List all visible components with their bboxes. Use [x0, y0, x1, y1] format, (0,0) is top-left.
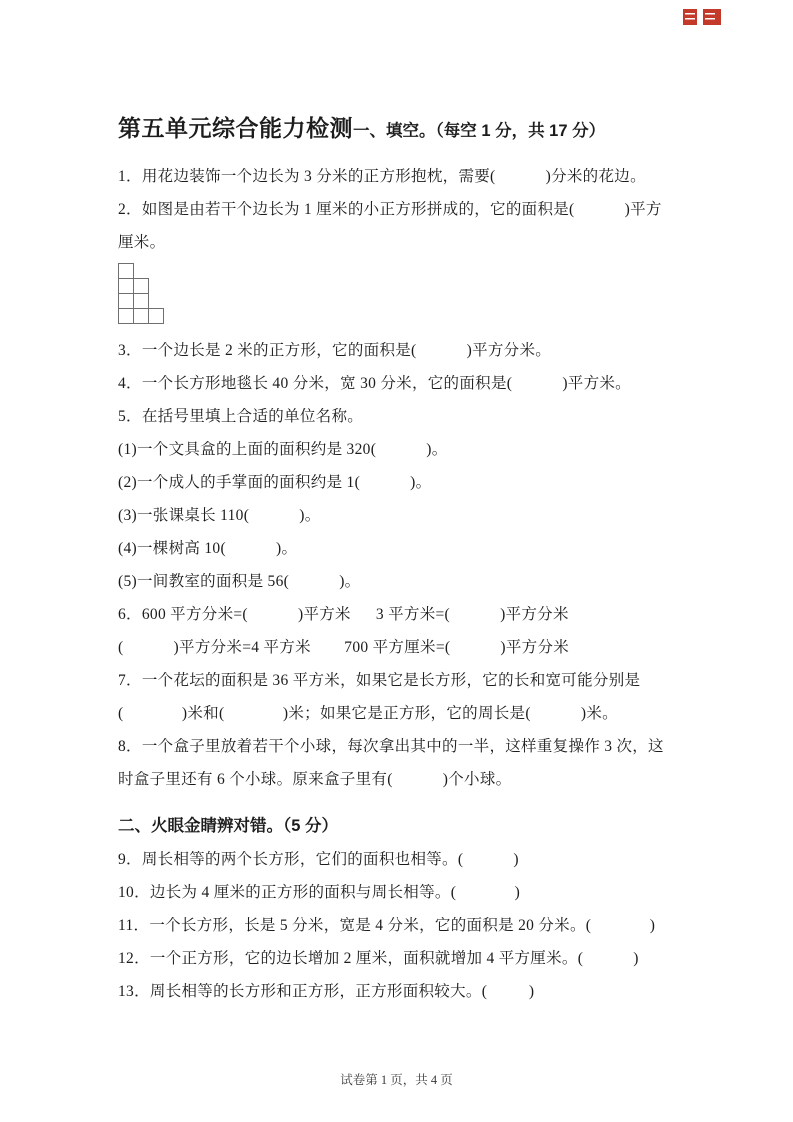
- question-6-line-1: 6．600 平方分米=( )平方米 3 平方米=( )平方分米: [118, 606, 569, 623]
- red-stamp-icon-1: [683, 9, 697, 25]
- grid-cell: [118, 263, 134, 279]
- grid-cell: [133, 293, 149, 309]
- red-stamp-icon-2: [703, 9, 721, 25]
- question-10: 10．边长为 4 厘米的正方形的面积与周长相等。( ): [118, 884, 521, 901]
- question-9: 9．周长相等的两个长方形，它们的面积也相等。( ): [118, 851, 519, 868]
- question-1: 1．用花边装饰一个边长为 3 分米的正方形抱枕，需要( )分米的花边。: [118, 168, 646, 185]
- question-5-sub-4: (4)一棵树高 10( )。: [118, 540, 298, 557]
- grid-cell: [118, 308, 134, 324]
- grid-cell: [148, 308, 164, 324]
- question-5-sub-2: (2)一个成人的手掌面的面积约是 1( )。: [118, 474, 432, 491]
- question-12: 12．一个正方形，它的边长增加 2 厘米，面积就增加 4 平方厘米。( ): [118, 950, 639, 967]
- question-11: 11．一个长方形，长是 5 分米，宽是 4 分米，它的面积是 20 分米。( ): [118, 917, 656, 934]
- red-watermark: [683, 9, 721, 25]
- question-5-sub-1: (1)一个文具盒的上面的面积约是 320( )。: [118, 441, 448, 458]
- question-7-line-2: ( )米和( )米；如果它是正方形，它的周长是( )米。: [118, 705, 618, 722]
- page-footer: 试卷第 1 页，共 4 页: [340, 1073, 453, 1087]
- grid-cell: [118, 278, 134, 294]
- question-5-sub-5: (5)一间教室的面积是 56( )。: [118, 573, 361, 590]
- question-2-line-2: 厘米。: [118, 234, 166, 251]
- question-8-line-2: 时盒子里还有 6 个小球。原来盒子里有( )个小球。: [118, 771, 512, 788]
- unit-title: 第五单元综合能力检测: [118, 115, 353, 141]
- question-7-line-1: 7．一个花坛的面积是 36 平方米，如果它是长方形，它的长和宽可能分别是: [118, 672, 641, 689]
- page-content: [118, 110, 678, 1008]
- grid-figure: [118, 263, 178, 324]
- question-4: 4．一个长方形地毯长 40 分米，宽 30 分米，它的面积是( )平方米。: [118, 375, 631, 392]
- section2-heading: 二、火眼金睛辨对错。（5 分）: [118, 817, 339, 835]
- question-2-line-1: 2．如图是由若干个边长为 1 厘米的小正方形拼成的，它的面积是( )平方: [118, 201, 662, 218]
- question-3: 3．一个边长是 2 米的正方形，它的面积是( )平方分米。: [118, 342, 552, 359]
- question-13: 13．周长相等的长方形和正方形，正方形面积较大。( ): [118, 983, 535, 1000]
- page-title: [118, 110, 678, 143]
- section1-heading: 一、填空。（每空 1 分，共 17 分）: [353, 122, 606, 140]
- grid-cell: [133, 308, 149, 324]
- question-8-line-1: 8．一个盒子里放着若干个小球，每次拿出其中的一半，这样重复操作 3 次，这: [118, 738, 664, 755]
- question-5-sub-3: (3)一张课桌长 110( )。: [118, 507, 321, 524]
- question-5: 5．在括号里填上合适的单位名称。: [118, 408, 364, 425]
- grid-cell: [118, 293, 134, 309]
- question-6-line-2: ( )平方分米=4 平方米 700 平方厘米=( )平方分米: [118, 639, 570, 656]
- grid-cell: [133, 278, 149, 294]
